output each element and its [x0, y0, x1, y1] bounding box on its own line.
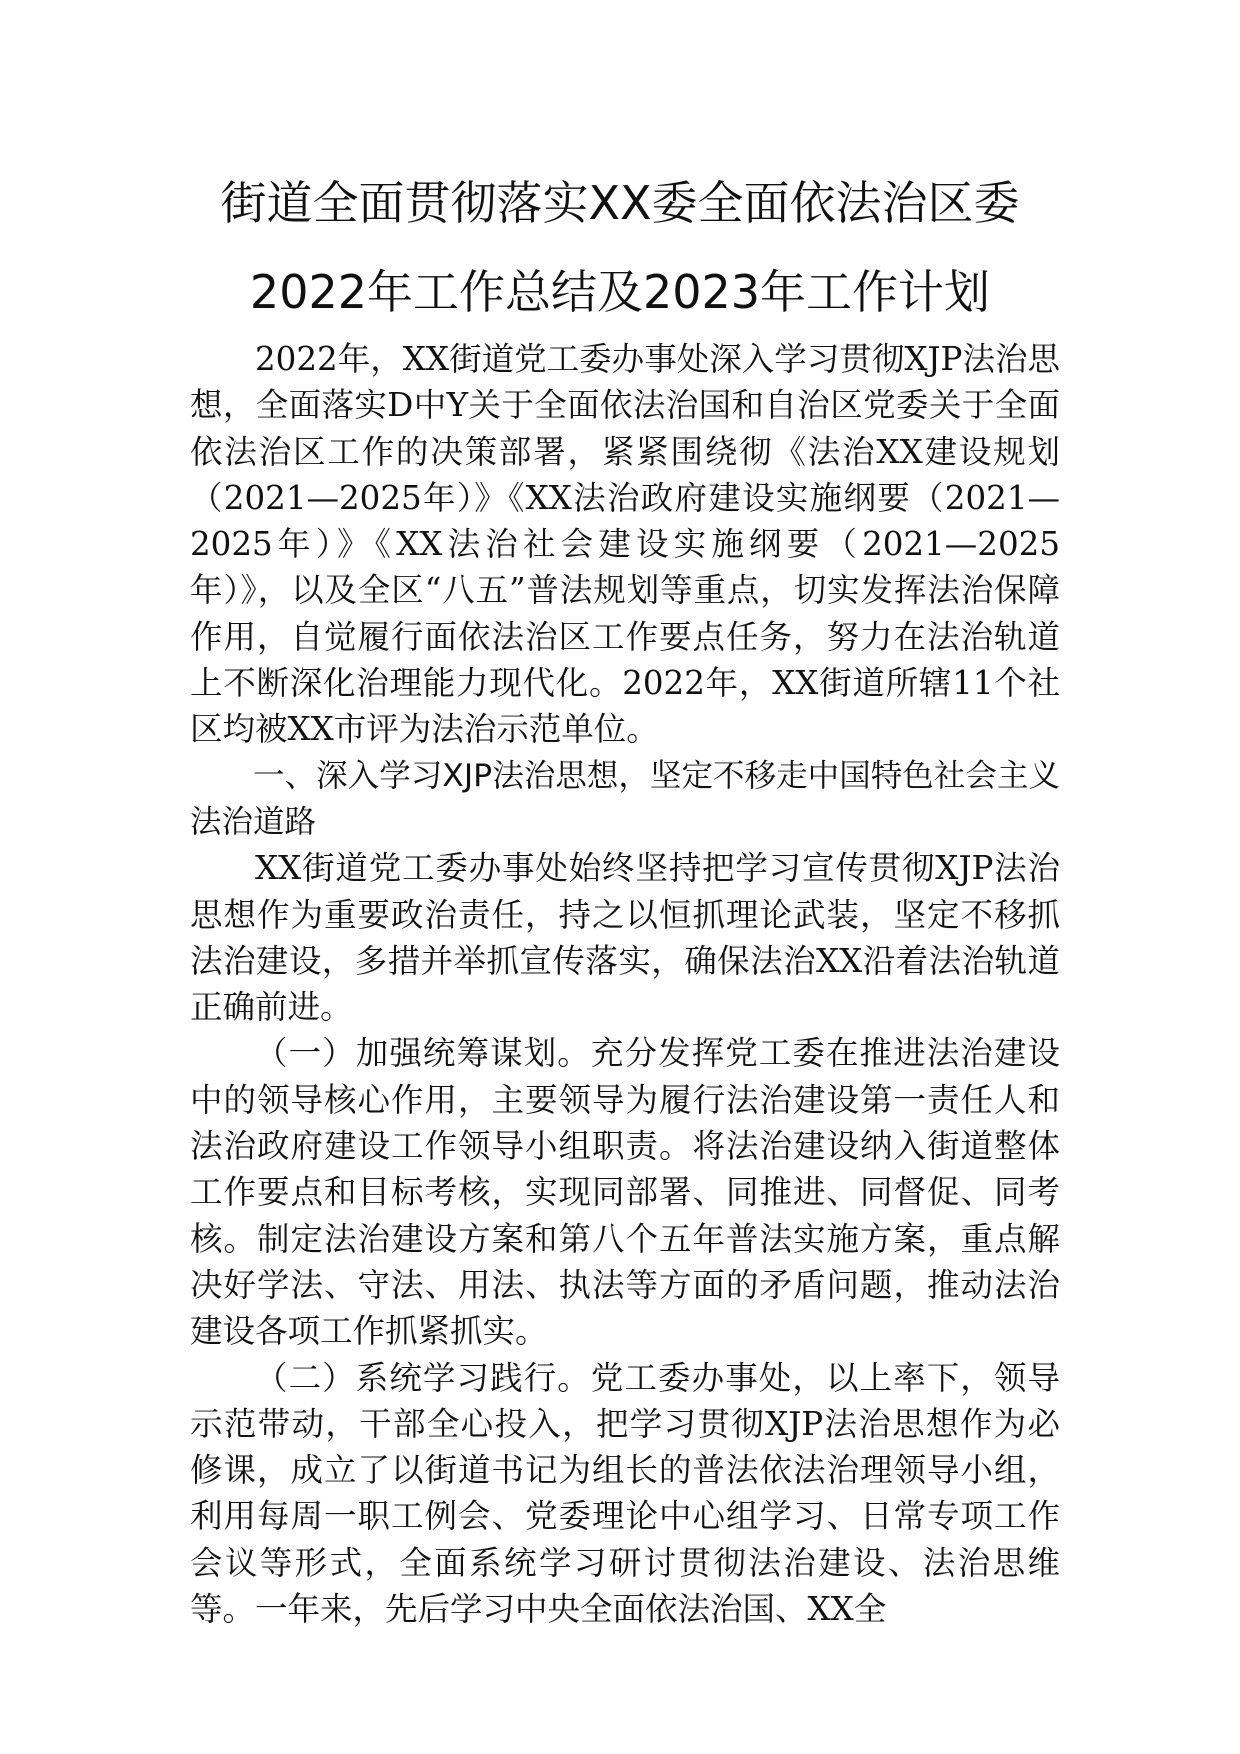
intro-paragraph: 2022年，XX街道党工委办事处深入学习贯彻XJP法治思想，全面落实D中Y关于全面依法治国和自治区党委关于全面依法治区工作的决策部署，紧紧围绕彻《法治XX建设规划（2021—2025年）》《XX法治政府建设实施纲要（2021—2025年）》《XX法治社会建设实施纲要（2021—2025年）》，以及全区“八五”普法规划等重点，切实发挥法治保障作用，自觉履行面依法治区工作要点任务，努力在法治轨道上不断深化治理能力现代化。2022年，XX街道所辖11个社区均被XX市评为法治示范单位。	[190, 340, 1060, 749]
document-body	[190, 336, 1060, 1632]
subsection-1-paragraph: （一）加强统筹谋划。充分发挥党工委在推进法治建设中的领导核心作用，主要领导为履行法治建设第一责任人和法治政府建设工作领导小组职责。将法治建设纳入街道整体工作要点和目标考核，实现同部署、同推进、同督促、同考核。制定法治建设方案和第八个五年普法实施方案，重点解决好学法、守法、用法、执法等方面的矛盾问题，推动法治建设各项工作抓紧抓实。	[190, 1034, 1060, 1351]
subsection-2-paragraph: （二）系统学习践行。党工委办事处，以上率下，领导示范带动，干部全心投入，把学习贯彻XJP法治思想作为必修课，成立了以街道书记为组长的普法依法治理领导小组，利用每周一职工例会、党委理论中心组学习、日常专项工作会议等形式，全面系统学习研讨贯彻法治建设、法治思维等。一年来，先后学习中央全面依法治国、XX全	[190, 1358, 1060, 1629]
document-title-line-1: 街道全面贯彻落实XX委全面依法治区委	[220, 176, 1020, 230]
section-1-paragraph: XX街道党工委办事处始终坚持把学习宣传贯彻XJP法治思想作为重要政治责任，持之以恒抓理论武装，坚定不移抓法治建设，多措并举抓宣传落实，确保法治XX沿着法治轨道正确前进。	[190, 849, 1060, 1027]
section-heading-1: 一、深入学习XJP法治思想，坚定不移走中国特色社会主义法治道路	[190, 757, 1060, 840]
document-title-line-2: 2022年工作总结及2023年工作计划	[249, 265, 991, 319]
